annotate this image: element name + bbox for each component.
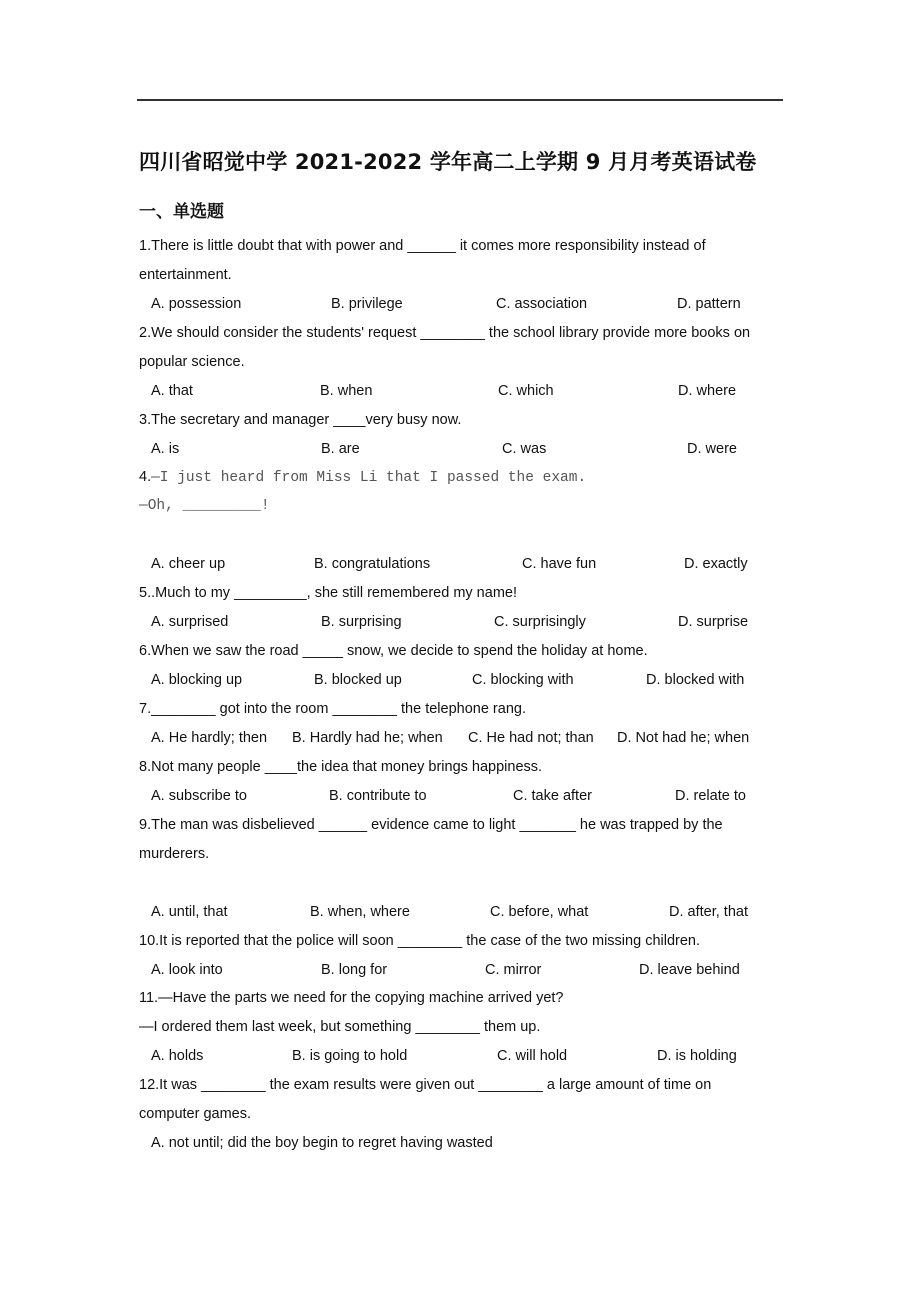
question-11-option-d: D. is holding bbox=[657, 1048, 737, 1064]
question-7-option-b: B. Hardly had he; when bbox=[292, 730, 443, 746]
question-4-dialogue-2: —Oh, _________! bbox=[139, 498, 270, 514]
question-7-option-d: D. Not had he; when bbox=[617, 730, 750, 746]
question-10-option-c: C. mirror bbox=[485, 962, 542, 978]
question-3-option-c: C. was bbox=[502, 441, 547, 457]
question-12-option-a: A. not until; did the boy begin to regret having wasted bbox=[151, 1135, 493, 1151]
question-4-number: 4. bbox=[139, 469, 152, 485]
question-3-option-a: A. is bbox=[151, 441, 180, 457]
question-4-dialogue-1: —I just heard from Miss Li that I passed the exam. bbox=[151, 470, 587, 486]
question-3-line-1: 3.The secretary and manager ____very busy now. bbox=[139, 412, 462, 428]
section-heading: 一、单选题 bbox=[139, 202, 224, 222]
question-8-option-c: C. take after bbox=[513, 788, 592, 804]
question-2-line-2: popular science. bbox=[139, 354, 245, 370]
question-11-option-b: B. is going to hold bbox=[292, 1048, 408, 1064]
question-1-line-1: 1.There is little doubt that with power and ______ it comes more responsibility instead of bbox=[139, 238, 706, 254]
question-9-line-1: 9.The man was disbelieved ______ evidence came to light _______ he was trapped by the bbox=[139, 817, 723, 833]
question-4-option-b: B. congratulations bbox=[314, 556, 431, 572]
question-4-option-c: C. have fun bbox=[522, 556, 597, 572]
question-5-option-c: C. surprisingly bbox=[494, 614, 586, 630]
question-7-line-1: 7.________ got into the room ________ the telephone rang. bbox=[139, 701, 526, 717]
question-6-line-1: 6.When we saw the road _____ snow, we decide to spend the holiday at home. bbox=[139, 643, 648, 659]
question-4-option-d: D. exactly bbox=[684, 556, 748, 572]
question-8-option-b: B. contribute to bbox=[329, 788, 427, 804]
question-11-line-1: 11.—Have the parts we need for the copying machine arrived yet? bbox=[139, 990, 564, 1006]
question-1-option-c: C. association bbox=[496, 296, 588, 312]
question-12-line-2: computer games. bbox=[139, 1106, 252, 1122]
question-8-option-d: D. relate to bbox=[675, 788, 746, 804]
question-10-option-d: D. leave behind bbox=[639, 962, 740, 978]
question-9-line-2: murderers. bbox=[139, 846, 210, 862]
question-5-option-d: D. surprise bbox=[678, 614, 749, 630]
question-2-line-1: 2.We should consider the students' request ________ the school library provide more books on bbox=[139, 325, 751, 341]
question-5-line-1: 5..Much to my _________, she still remembered my name! bbox=[139, 585, 517, 601]
question-2-option-b: B. when bbox=[320, 383, 373, 399]
question-11-line-2: —I ordered them last week, but something ________ them up. bbox=[139, 1019, 541, 1035]
question-4-line-1 bbox=[139, 467, 586, 488]
question-6-option-a: A. blocking up bbox=[151, 672, 243, 688]
question-7-option-a: A. He hardly; then bbox=[151, 730, 268, 746]
question-1-option-b: B. privilege bbox=[331, 296, 403, 312]
question-8-option-a: A. subscribe to bbox=[151, 788, 247, 804]
question-12-line-1: 12.It was ________ the exam results were given out ________ a large amount of time on bbox=[139, 1077, 712, 1093]
question-10-option-a: A. look into bbox=[151, 962, 223, 978]
question-2-option-a: A. that bbox=[151, 383, 193, 399]
question-11-option-c: C. will hold bbox=[497, 1048, 568, 1064]
question-9-option-c: C. before, what bbox=[490, 904, 589, 920]
question-1-option-a: A. possession bbox=[151, 296, 242, 312]
header-rule bbox=[137, 99, 783, 101]
question-7-option-c: C. He had not; than bbox=[468, 730, 594, 746]
question-6-option-b: B. blocked up bbox=[314, 672, 402, 688]
question-10-line-1: 10.It is reported that the police will soon ________ the case of the two missing children. bbox=[139, 933, 700, 949]
question-3-option-d: D. were bbox=[687, 441, 737, 457]
question-2-option-c: C. which bbox=[498, 383, 554, 399]
question-5-option-a: A. surprised bbox=[151, 614, 229, 630]
question-10-option-b: B. long for bbox=[321, 962, 388, 978]
question-9-option-d: D. after, that bbox=[669, 904, 748, 920]
question-4-option-a: A. cheer up bbox=[151, 556, 226, 572]
question-9-option-b: B. when, where bbox=[310, 904, 410, 920]
question-6-option-d: D. blocked with bbox=[646, 672, 745, 688]
question-8-line-1: 8.Not many people ____the idea that money brings happiness. bbox=[139, 759, 543, 775]
question-11-option-a: A. holds bbox=[151, 1048, 204, 1064]
question-1-option-d: D. pattern bbox=[677, 296, 741, 312]
document-title: 四川省昭觉中学 2021-2022 学年高二上学期 9 月月考英语试卷 bbox=[139, 150, 757, 174]
question-5-option-b: B. surprising bbox=[321, 614, 402, 630]
question-6-option-c: C. blocking with bbox=[472, 672, 574, 688]
question-2-option-d: D. where bbox=[678, 383, 737, 399]
question-1-line-2: entertainment. bbox=[139, 267, 232, 283]
question-3-option-b: B. are bbox=[321, 441, 360, 457]
question-9-option-a: A. until, that bbox=[151, 904, 228, 920]
